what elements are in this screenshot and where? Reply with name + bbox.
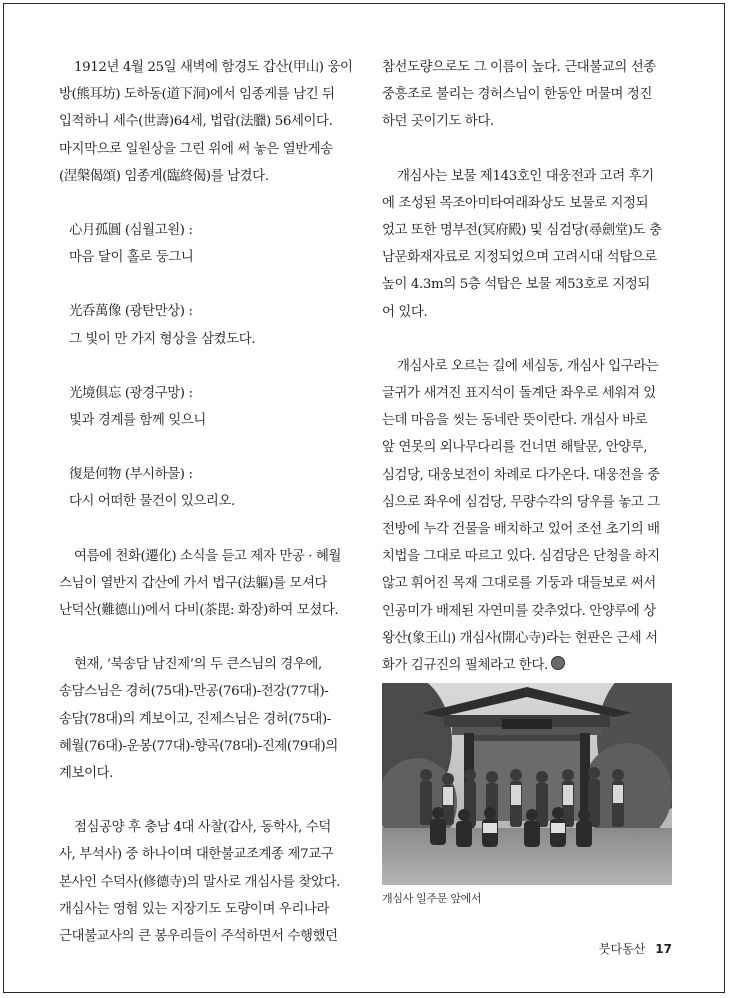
verse-line-meaning: 그 빛이 만 가지 형상을 삼켰도다. [69, 331, 256, 347]
page-footer [599, 940, 672, 957]
verse-line-meaning: 빛과 경계를 함께 잊으니 [69, 413, 206, 429]
verse-line-meaning: 마음 달이 홀로 둥그니 [69, 250, 194, 266]
verse-line-title: 復是何物 (부시하물) : [69, 467, 193, 483]
left-column [59, 54, 355, 950]
paragraph-treasures: 개심사는 보물 제143호인 대웅전과 고려 후기 에 조성된 목조아미타여래좌상도 보물로 지정되 었고 또한 명부전(冥府殿) 및 심검당(尋劍堂)도 충 남문화재자료로 지정되었으며 고려시대 석탑으로 높이 4.3m의 5층 석탑은 보물 제53호로 지정되 어 있다. [382, 168, 662, 320]
magazine-name: 붓다동산 [598, 942, 646, 956]
paragraph-cremation: 여름에 천화(遷化) 소식을 듣고 제자 만공 · 혜월 스님이 열반지 갑산에 가서 법구(法軀)를 모셔다 난덕산(難德山)에서 다비(茶毘: 화장)하여 모셨다. [59, 548, 342, 619]
verse-line-title: 心月孤圓 (심월고원) : [69, 223, 193, 239]
paragraph-gaesimsa-visit: 점심공양 후 충남 4대 사찰(갑사, 동학사, 수덕 사, 부석사) 중 하나이며 대한불교조계종 제7교구 본사인 수덕사(修德寺)의 말사로 개심사를 찾았다. 개심사는 영험 있는 지장기도 도량이며 우리나라 근대불교사의 큰 봉우리들이 주석하면서 수행했던 [59, 820, 341, 945]
death-verse [59, 217, 355, 516]
paragraph-lineage: 현재, ‘북송담 남진제’의 두 큰스님의 경우에, 송담스님은 경허(75대)-만공(76대)-전강(77대)- 송담(78대)의 계보이고, 진제스님은 경허(75대)- 혜월(76대)-운봉(77대)-향곡(78대)-진제(79대)의 계보이다. [59, 657, 338, 782]
paragraph-continuation: 참선도량으로도 그 이름이 높다. 근대불교의 선종 중흥조로 불리는 경허스님이 한동안 머물며 정진 하던 곳이기도 하다. [382, 60, 656, 130]
temple-gate-photo [382, 683, 672, 885]
group-photo [382, 683, 672, 885]
paragraph-approach: 개심사로 오르는 길에 세심동, 개심사 입구라는 글귀가 새겨진 표지석이 돌계단 좌우로 세워져 있 는데 마음을 씻는 동네란 뜻이란다. 개심사 바로 앞 연못의 외나무다리를 건너면 해탈문, 안양루, 심검당, 대웅보전이 차례로 다가온다. 대웅전을 중 심으로 좌우에 심검당, 무량수각의 당우를 놓고 그 전방에 누각 건물을 배치하고 있어 조선 초기의 배 치법을 그대로 따르고 있다. 심검당은 단청을 하지 않고 휘어진 목재 그대로를 기둥과 대들보로 써서 인공미가 배제된 자연미를 갖추었다. 안양루에 상 왕산(象王山) 개심사(開心寺)라는 현판은 근세 서 화가 김규진의 필체라고 한다. [382, 358, 660, 674]
verse-line-meaning: 다시 어떠한 물건이 있으리오. [69, 494, 235, 510]
paragraph-death: 1912년 4월 25일 새벽에 함경도 갑산(甲山) 웅이 방(熊耳坊) 도하동(道下洞)에서 임종게를 남긴 뒤 입적하니 세수(世壽)64세, 법랍(法臘) 56세이다. 마지막으로 일원상을 그린 위에 써 놓은 열반게송 (涅槃偈頌) 임종게(臨終偈)를 남겼다. [59, 60, 353, 184]
photo-caption: 개심사 일주문 앞에서 [382, 892, 482, 905]
right-column [382, 54, 670, 679]
verse-line-title: 光呑萬像 (광탄만상) : [69, 304, 193, 320]
page-number: 17 [655, 942, 672, 956]
verse-line-title: 光境俱忘 (광경구망) : [69, 385, 193, 401]
end-mark-icon [551, 656, 565, 670]
